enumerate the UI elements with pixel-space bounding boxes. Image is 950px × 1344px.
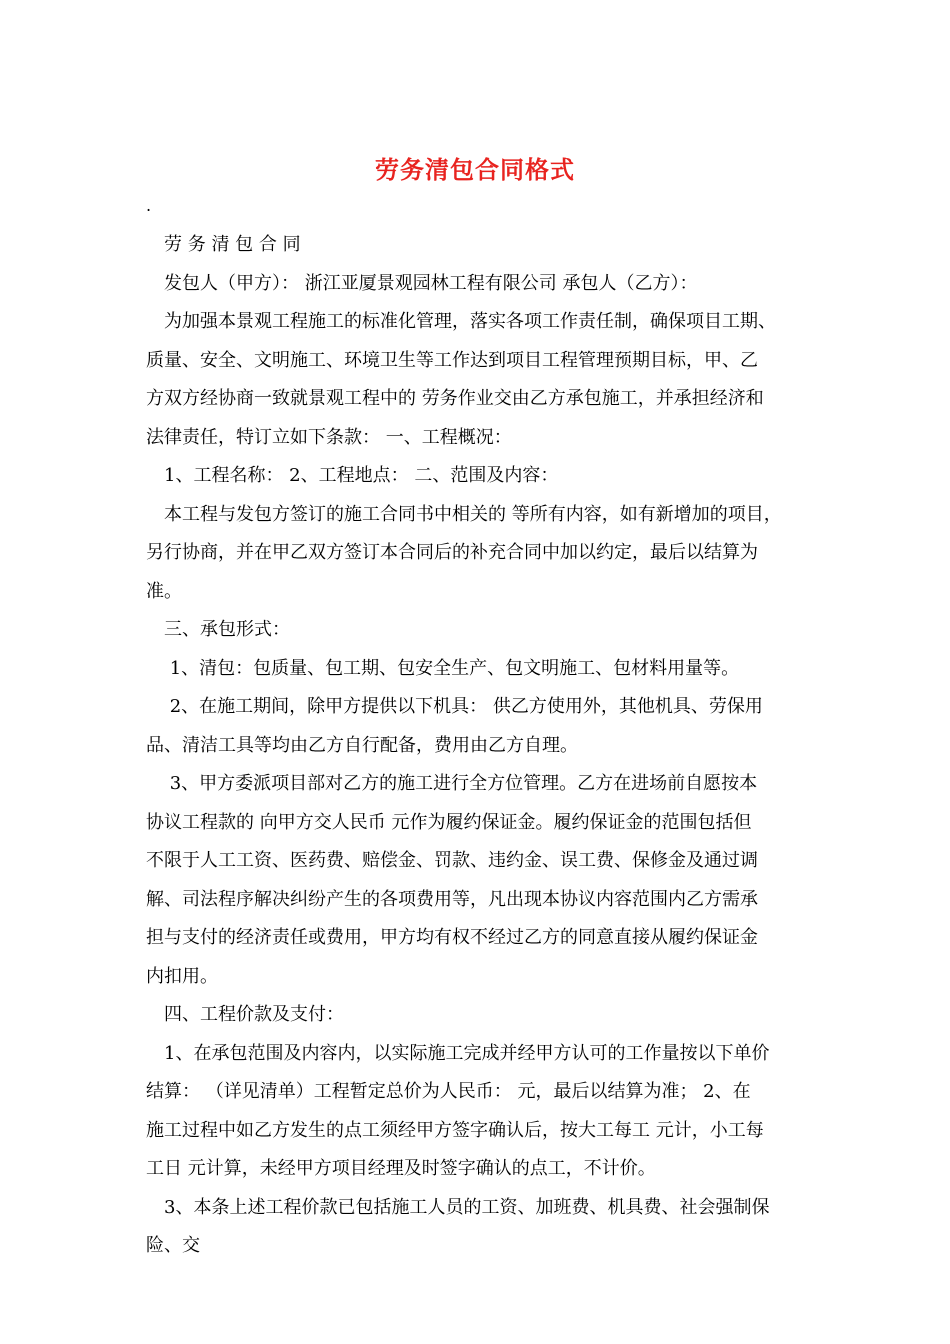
text-line: 品、清洁工具等均由乙方自行配备，费用由乙方自理。 [146,734,578,756]
text-line: 为加强本景观工程施工的标准化管理，落实各项工作责任制，确保项目工期、 [146,311,776,332]
text-line: 本工程与发包方签订的施工合同书中相关的 等所有内容，如有新增加的项目， [146,503,782,525]
text-line: 1、清包：包质量、包工期、包安全生产、包文明施工、包材料用量等。 [146,657,740,679]
text-line: 施工过程中如乙方发生的点工须经甲方签字确认后，按大工每工 元计，小工每 [146,1119,764,1141]
text-line: 1、在承包范围及内容内，以实际施工完成并经甲方认可的工作量按以下单价 [146,1042,770,1064]
text-line: 3、本条上述工程价款已包括施工人员的工资、加班费、机具费、社会强制保 [146,1196,770,1218]
text-line: 质量、安全、文明施工、环境卫生等工作达到项目工程管理预期目标，甲、乙 [146,349,758,371]
text-line: 法律责任，特订立如下条款： 一、工程概况： [146,426,512,448]
text-line: 协议工程款的 向甲方交人民币 元作为履约保证金。履约保证金的范围包括但 [146,811,752,833]
text-line: 内扣用。 [146,965,218,987]
text-line: 准。 [146,580,182,602]
text-line: 1、工程名称： 2、工程地点： 二、范围及内容： [146,465,559,486]
text-line: 另行协商，并在甲乙双方签订本合同后的补充合同中加以约定，最后以结算为 [146,542,758,563]
text-line: 发包人（甲方）： 浙江亚厦景观园林工程有限公司 承包人（乙方）： [146,272,698,294]
text-line: 三、承包形式： [146,619,290,640]
text-line: 3、甲方委派项目部对乙方的施工进行全方位管理。乙方在进场前自愿按本 [146,773,758,794]
paragraph-marker: . [146,196,152,215]
text-line: 四、工程价款及支付： [146,1004,344,1025]
contract-body [146,226,814,1266]
text-line: 解、司法程序解决纠纷产生的各项费用等，凡出现本协议内容范围内乙方需承 [146,888,758,910]
document-title: 劳务清包合同格式 [375,155,575,184]
text-line: 2、在施工期间，除甲方提供以下机具： 供乙方使用外，其他机具、劳保用 [146,696,763,717]
text-line: 不限于人工工资、医药费、赔偿金、罚款、违约金、误工费、保修金及通过调 [146,850,758,871]
text-line: 结算： （详见清单）工程暂定总价为人民币： 元，最后以结算为准； 2、在 [146,1081,751,1102]
text-line: 担与支付的经济责任或费用，甲方均有权不经过乙方的同意直接从履约保证金 [146,927,758,948]
text-line: 劳 务 清 包 合 同 [146,234,301,255]
text-line: 工日 元计算，未经甲方项目经理及时签字确认的点工，不计价。 [146,1158,656,1179]
text-line: 险、交 [146,1235,200,1256]
text-line: 方双方经协商一致就景观工程中的 劳务作业交由乙方承包施工，并承担经济和 [146,388,764,409]
